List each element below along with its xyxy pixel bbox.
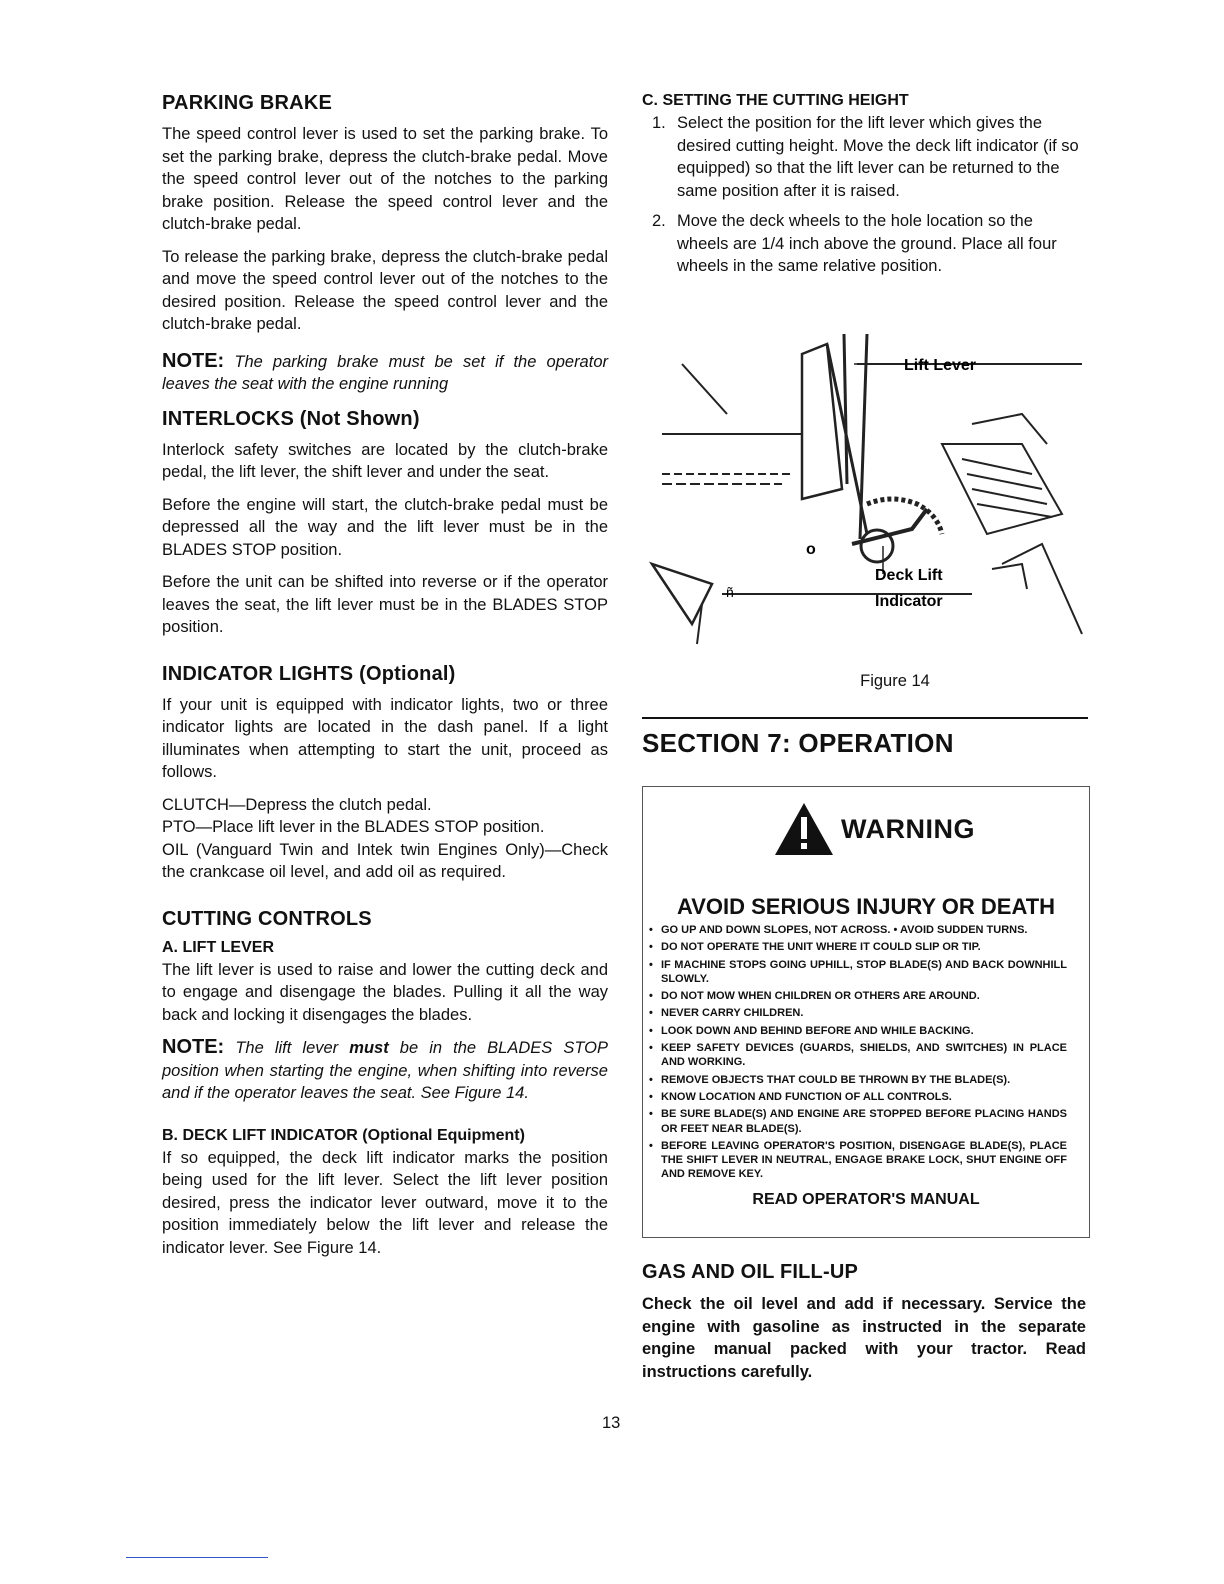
cutting-height-steps [642,112,1088,278]
indicator-label: Indicator [875,592,943,610]
warning-list [647,923,1067,1185]
list-item: • BE SURE BLADE(S) AND ENGINE ARE STOPPED BEFORE PLACING HANDS OR FEET NEAR BLADE(S). [647,1107,1067,1136]
parking-brake-paragraph-1: The speed control lever is used to set the parking brake. To set the parking brake, depress the clutch-brake pedal. Move the speed control lever out of the notches to the parking brake position. Release the speed control lever and the clutch-brake pedal. [162,125,608,233]
section-divider [642,717,1088,719]
gas-oil-paragraph: Check the oil level and add if necessary. Service the engine with gasoline as instructed in the separate engine manual packed with your tractor. Read instructions carefully. [642,1295,1086,1381]
warning-box [642,786,1090,1238]
lift-lever-paragraph: The lift lever is used to raise and lower the cutting deck and to engage and disengage the blades. Pulling it all the way back and locking it disengages the blades. [162,960,608,1024]
deck-lift-label: Deck Lift [875,566,943,584]
note-text-must: must [349,1039,389,1057]
lift-lever-label: Lift Lever [904,356,977,374]
parking-brake-heading: PARKING BRAKE [162,92,333,114]
setting-cutting-height-heading: C. SETTING THE CUTTING HEIGHT [642,92,909,109]
list-item: • BEFORE LEAVING OPERATOR'S POSITION, DISENGAGE BLADE(S), PLACE THE SHIFT LEVER IN NEUTRAL, ENGAGE BRAKE LOCK, SHUT ENGINE OFF AND REMOVE KEY. [647,1139,1067,1182]
deck-lift-indicator-paragraph: If so equipped, the deck lift indicator marks the position being used for the lift lever. Select the lift lever position desired, press the indicator lever outward, move it to the position immediately below the lift lever and release the indicator lever. See Figure 14. [162,1148,608,1257]
lift-lever-note [162,1036,608,1105]
parking-brake-note [162,350,608,396]
right-column [642,92,1088,691]
indicator-lights-paragraph: If your unit is equipped with indicator lights, two or three indicator lights are located in the dash panel. If a light illuminates when attempting to start the unit, proceed as follows. [162,695,608,781]
deck-lift-indicator-heading: B. DECK LIFT INDICATOR (Optional Equipment) [162,1126,525,1144]
indicator-oil: OIL (Vanguard Twin and Intek twin Engines Only)—Check the crankcase oil level, and add oil as required. [162,840,608,881]
warning-triangle-icon [773,801,835,857]
list-item: 2. Move the deck wheels to the hole location so the wheels are 1/4 inch above the ground. Place all four wheels in the same relative position. [652,212,1057,275]
note-text: The parking brake must be set if the operator leaves the seat with the engine running [162,352,608,393]
left-column [162,92,608,1269]
list-item: • LOOK DOWN AND BEHIND BEFORE AND WHILE BACKING. [647,1024,1067,1038]
lift-lever-heading: A. LIFT LEVER [162,938,274,956]
warning-word: WARNING [841,813,975,844]
warning-header [773,801,975,857]
note-text-part-2: be in the BLADES STOP position when starting the engine, when shifting into reverse and if the operator leaves the seat. See Figure 14. [162,1039,608,1102]
gas-oil-heading: GAS AND OIL FILL-UP [642,1261,859,1283]
interlocks-paragraph-2: Before the engine will start, the clutch-brake pedal must be depressed all the way and the lift lever must be in the BLADES STOP position. [162,495,608,559]
note-label: NOTE: [162,1036,225,1058]
section-title: SECTION 7: OPERATION [642,728,954,758]
list-item: • DO NOT MOW WHEN CHILDREN OR OTHERS ARE AROUND. [647,989,1067,1003]
note-label: NOTE: [162,349,225,372]
indicator-lights-heading: INDICATOR LIGHTS (Optional) [162,662,456,685]
footer-line [126,1557,268,1558]
indicator-pto: PTO—Place lift lever in the BLADES STOP position. [162,818,545,836]
list-item: • DO NOT OPERATE THE UNIT WHERE IT COULD SLIP OR TIP. [647,940,1067,954]
page-number: 13 [602,1414,621,1432]
svg-text:o: o [806,540,816,558]
list-item: • IF MACHINE STOPS GOING UPHILL, STOP BLADE(S) AND BACK DOWNHILL SLOWLY. [647,958,1067,987]
list-item: • REMOVE OBJECTS THAT COULD BE THROWN BY THE BLADE(S). [647,1073,1067,1087]
note-text-part-1: The lift lever [235,1039,339,1057]
interlocks-paragraph-1: Interlock safety switches are located by the clutch-brake pedal, the lift lever, the shift lever and under the seat. [162,440,608,481]
interlocks-heading: INTERLOCKS (Not Shown) [162,407,420,430]
read-manual-text: READ OPERATOR'S MANUAL [752,1191,980,1208]
figure-caption: Figure 14 [860,671,930,690]
parking-brake-paragraph-2: To release the parking brake, depress the clutch-brake pedal and move the speed control lever out of the notches to the desired position. Release the speed control lever and the clutch-brake pedal. [162,247,608,333]
interlocks-paragraph-3: Before the unit can be shifted into reverse or if the operator leaves the seat, the lift lever must be in the BLADES STOP position. [162,573,608,636]
cutting-controls-heading: CUTTING CONTROLS [162,907,372,930]
list-item: • KNOW LOCATION AND FUNCTION OF ALL CONTROLS. [647,1090,1067,1104]
list-item: • NEVER CARRY CHILDREN. [647,1006,1067,1020]
avoid-heading: AVOID SERIOUS INJURY OR DEATH [676,894,1056,919]
figure-14 [642,334,1088,664]
svg-text:ñ: ñ [726,583,734,600]
indicator-clutch: CLUTCH—Depress the clutch pedal. [162,795,432,814]
list-item: 1. Select the position for the lift lever which gives the desired cutting height. Move the deck lift indicator (if so equipped) so that the lift lever can be returned to the same position after it is raised. [652,114,1079,200]
list-item: • KEEP SAFETY DEVICES (GUARDS, SHIELDS, AND SWITCHES) IN PLACE AND WORKING. [647,1041,1067,1070]
list-item: • GO UP AND DOWN SLOPES, NOT ACROSS. • AVOID SUDDEN TURNS. [647,923,1067,937]
lift-lever-illustration [642,334,1088,664]
